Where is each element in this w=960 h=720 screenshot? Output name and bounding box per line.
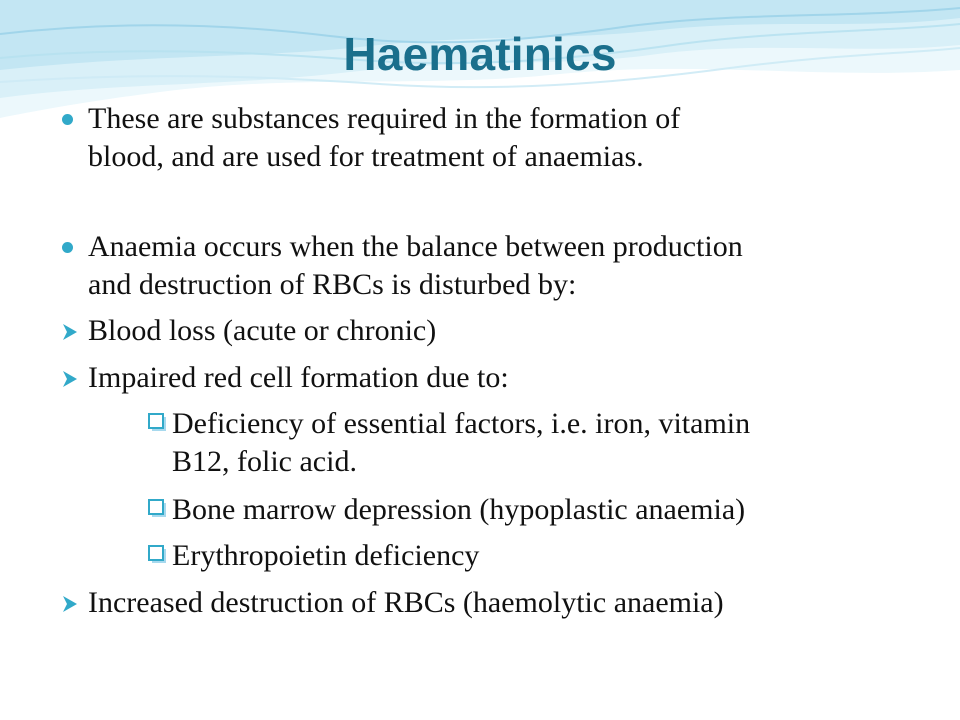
bullet-2-line-1: Anaemia occurs when the balance between production bbox=[88, 230, 743, 263]
checkbox-bullet-icon bbox=[148, 499, 168, 519]
sub-item-deficiency-line-2: B12, folic acid. bbox=[172, 445, 357, 478]
bullet-dot bbox=[62, 114, 73, 125]
checkbox-bullet-icon bbox=[148, 545, 168, 565]
slide-title: Haematinics bbox=[343, 28, 617, 80]
bullet-dot bbox=[62, 242, 73, 253]
arrow-item-blood-loss: Blood loss (acute or chronic) bbox=[88, 314, 437, 347]
bullet-2-line-2: and destruction of RBCs is disturbed by: bbox=[88, 268, 577, 301]
sub-item-bone-marrow: Bone marrow depression (hypoplastic anaemia) bbox=[172, 493, 746, 526]
arrow-bullet-icon bbox=[60, 369, 80, 389]
arrow-item-increased-destruction: Increased destruction of RBCs (haemolytic anaemia) bbox=[88, 586, 724, 619]
sub-item-deficiency-line-1: Deficiency of essential factors, i.e. iron, vitamin bbox=[172, 407, 751, 440]
arrow-item-impaired-formation: Impaired red cell formation due to: bbox=[88, 361, 509, 394]
checkbox-bullet-icon bbox=[148, 413, 168, 433]
arrow-bullet-icon bbox=[60, 322, 80, 342]
sub-item-erythropoietin: Erythropoietin deficiency bbox=[172, 539, 480, 572]
bullet-1-line-2: blood, and are used for treatment of anaemias. bbox=[88, 140, 644, 173]
arrow-bullet-icon bbox=[60, 594, 80, 614]
bullet-1-line-1: These are substances required in the formation of bbox=[88, 102, 681, 135]
